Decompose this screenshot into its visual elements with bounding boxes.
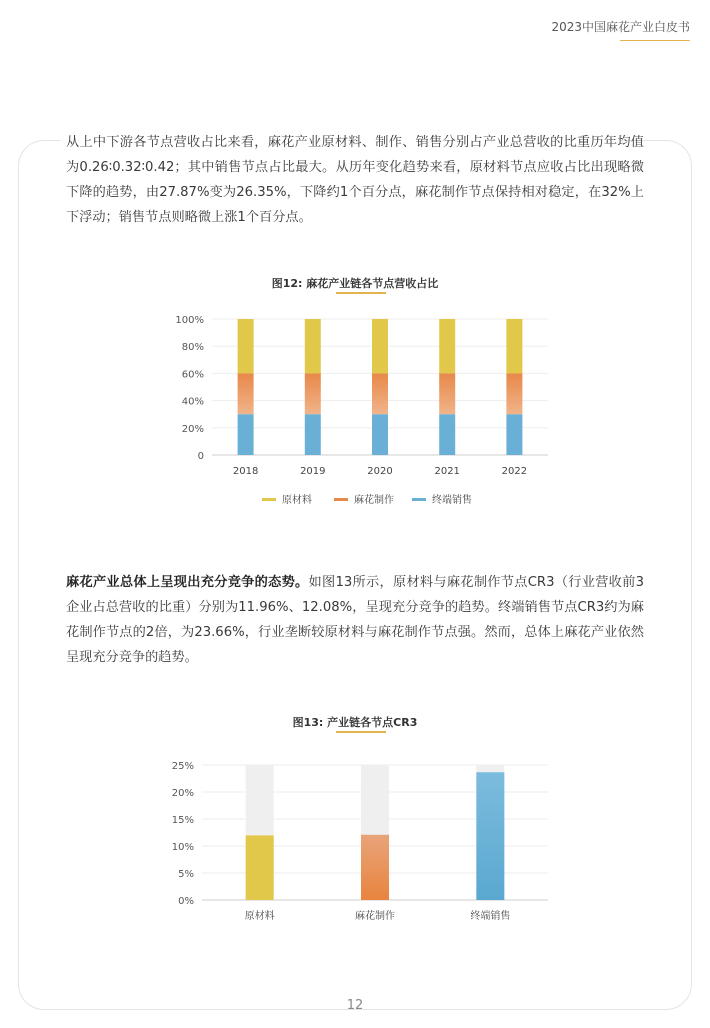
bar-segment-终端销售 — [305, 414, 321, 455]
bar-segment-原材料 — [439, 319, 455, 373]
legend-label: 终端销售 — [432, 495, 472, 506]
bar-终端销售 — [476, 772, 504, 900]
y-tick-label: 80% — [181, 342, 204, 354]
legend-label: 原材料 — [282, 495, 312, 506]
figure13-title-rule — [336, 731, 386, 733]
bar-麻花制作 — [361, 835, 389, 900]
header-title: 2023中国麻花产业白皮书 — [551, 20, 690, 34]
bar-segment-原材料 — [372, 319, 388, 373]
x-tick-label: 2018 — [232, 466, 259, 477]
y-tick-label: 0 — [197, 451, 204, 462]
legend-swatch — [262, 498, 276, 501]
chart-revenue-share — [170, 305, 560, 520]
paragraph-competition-body: 如图13所示，原材料与麻花制作节点CR3（行业营收前3企业占总营收的比重）分别为11.96%、12.08%，呈现充分竞争的趋势。终端销售节点CR3约为麻花制作节点的2倍，为23.66%，行业垄断较原材料与麻花制作节点强。然而，总体上麻花产业依然呈现充分竞争的趋势。 — [66, 575, 645, 665]
bar-segment-终端销售 — [372, 414, 388, 455]
x-tick-label: 2020 — [367, 466, 393, 477]
figure13-title: 图13: 产业链各节点CR3 — [292, 716, 418, 729]
x-tick-label: 2019 — [300, 466, 326, 477]
paragraph-competition-lead: 麻花产业总体上呈现出充分竞争的态势。 — [66, 575, 309, 590]
y-tick-label: 60% — [181, 369, 204, 381]
legend-label: 麻花制作 — [354, 495, 394, 506]
y-tick-label: 15% — [171, 815, 194, 826]
y-tick-label: 100% — [175, 315, 204, 326]
y-tick-label: 20% — [171, 788, 194, 799]
bar-segment-终端销售 — [238, 414, 254, 455]
bar-segment-原材料 — [238, 319, 254, 373]
x-tick-label: 2021 — [434, 466, 460, 477]
bar-原材料 — [246, 835, 274, 900]
header-rule — [620, 40, 690, 41]
x-tick-label: 2022 — [501, 466, 528, 477]
x-tick-label: 麻花制作 — [355, 911, 395, 922]
legend-swatch — [334, 498, 348, 501]
y-tick-label: 10% — [171, 842, 194, 853]
y-tick-label: 0% — [178, 896, 194, 907]
paragraph-competition — [66, 570, 644, 670]
bar-segment-原材料 — [305, 319, 321, 373]
y-tick-label: 20% — [181, 423, 204, 435]
y-tick-label: 5% — [178, 869, 194, 880]
x-tick-label: 终端销售 — [470, 911, 511, 922]
chart-cr3 — [160, 752, 560, 932]
figure12-title-rule — [336, 292, 386, 294]
bar-segment-麻花制作 — [506, 373, 522, 414]
figure12-title: 图12: 麻花产业链各节点营收占比 — [271, 277, 439, 290]
bar-segment-麻花制作 — [372, 373, 388, 414]
bar-segment-麻花制作 — [305, 373, 321, 414]
page-number: 12 — [346, 998, 364, 1013]
bar-segment-终端销售 — [506, 414, 522, 455]
legend-swatch — [412, 498, 426, 501]
x-tick-label: 原材料 — [244, 911, 275, 922]
y-tick-label: 25% — [171, 761, 194, 772]
bar-segment-麻花制作 — [439, 373, 455, 414]
y-tick-label: 40% — [181, 396, 204, 408]
bar-segment-终端销售 — [439, 414, 455, 455]
paragraph-revenue-share: 从上中下游各节点营收占比来看，麻花产业原材料、制作、销售分别占产业总营收的比重历年均值为0.26∶0.32∶0.42；其中销售节点占比最大。从历年变化趋势来看，原材料节点应收占比出现略微下降的趋势，由27.87%变为26.35%，下降约1个百分点，麻花制作节点保持相对稳定，在32%上下浮动；销售节点则略微上涨1个百分点。 — [66, 135, 644, 225]
bar-segment-原材料 — [506, 319, 522, 373]
bar-segment-麻花制作 — [238, 373, 254, 414]
